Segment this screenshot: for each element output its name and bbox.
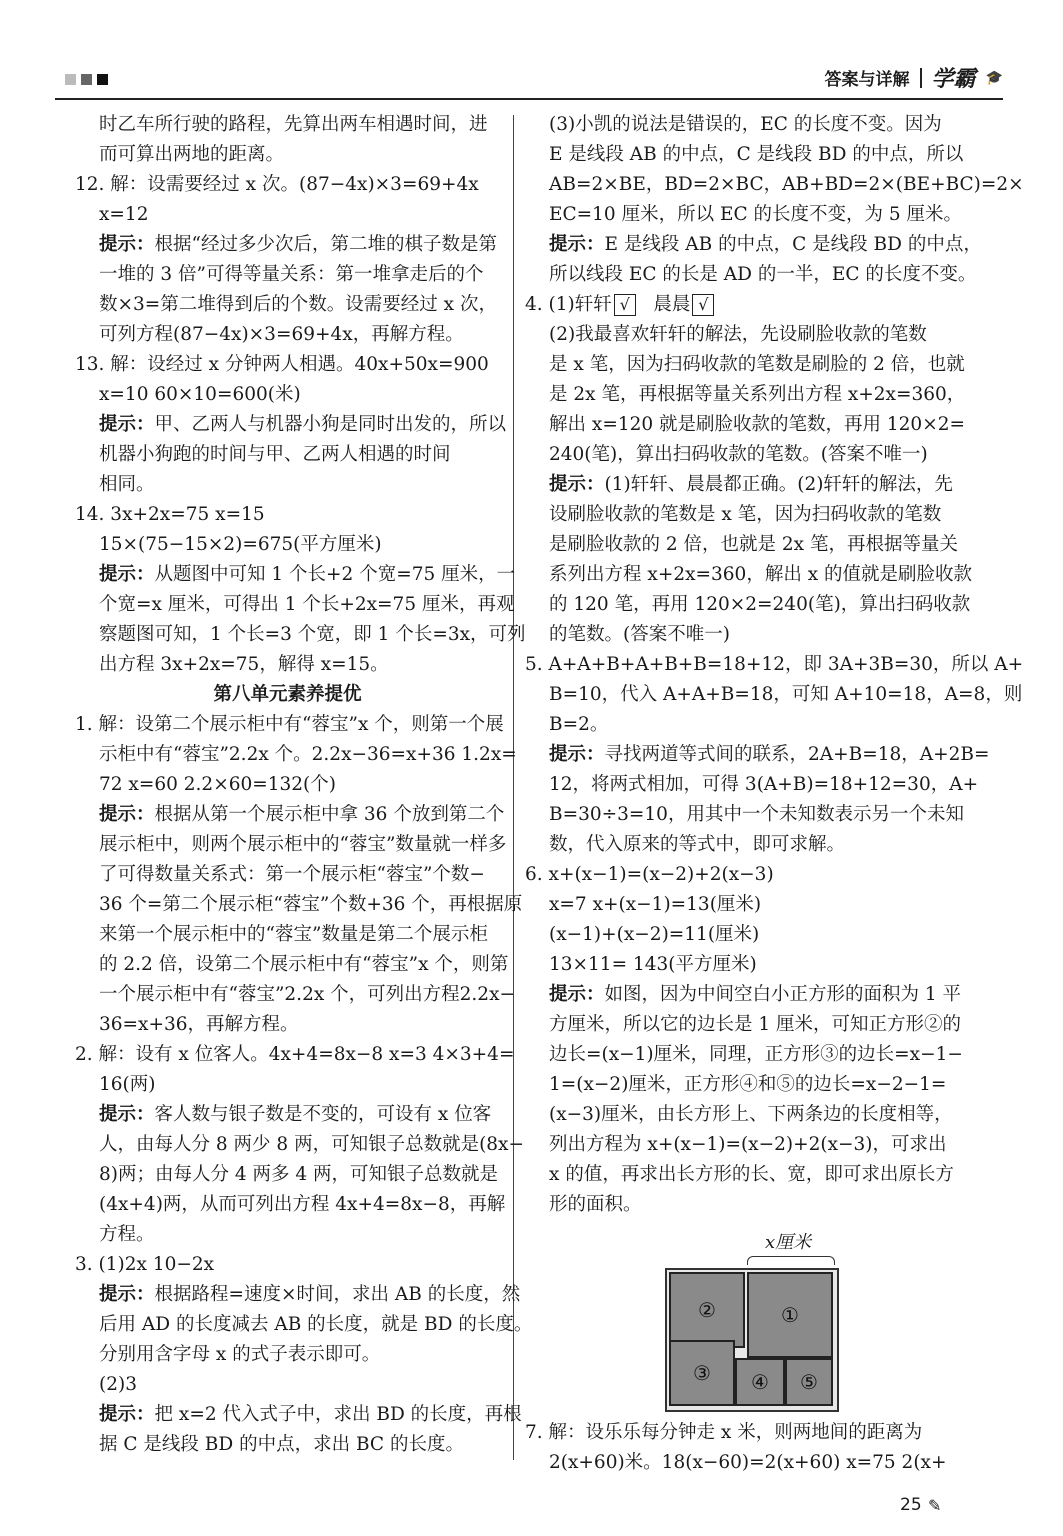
line-text: 如图，因为中间空白小正方形的面积为 1 平 xyxy=(604,984,962,1005)
line-text: 第八单元素养提优 xyxy=(213,684,362,705)
text-line xyxy=(75,920,500,950)
line-text: 方厘米，所以它的边长是 1 厘米，可知正方形②的 xyxy=(549,1014,962,1035)
text-line xyxy=(75,500,500,530)
line-text: 12，将两式相加，可得 3(A+B)=18+12=30，A+ xyxy=(549,774,979,795)
text-line xyxy=(75,320,500,350)
text-line xyxy=(75,1220,500,1250)
right-column xyxy=(525,110,1024,1478)
text-line xyxy=(75,140,500,170)
line-text: 所以线段 EC 的长是 AD 的一半，EC 的长度不变。 xyxy=(549,264,977,285)
text-line xyxy=(75,380,500,410)
text-line xyxy=(525,320,985,350)
line-text: AB=2×BE，BD=2×BC，AB+BD=2×(BE+BC)=2× xyxy=(549,174,1024,195)
line-text: 解出 x=120 就是刷脸收款的笔数，再用 120×2= xyxy=(549,414,965,435)
line-text: 2(x+60)米。18(x−60)=2(x+60) x=75 2(x+ xyxy=(549,1452,947,1473)
text-line xyxy=(75,170,500,200)
text-line xyxy=(75,350,500,380)
header-square-dark xyxy=(97,74,108,85)
checkmark-box-1: √ xyxy=(614,294,636,316)
text-line xyxy=(525,110,985,140)
line-text: 3. (1)2x 10−2x xyxy=(75,1254,215,1275)
hint-label: 提示： xyxy=(549,744,605,765)
text-line xyxy=(75,1430,500,1460)
text-line xyxy=(525,380,985,410)
line-text: (2)3 xyxy=(99,1374,137,1395)
line-text: 根据从第一个展示柜中拿 36 个放到第二个 xyxy=(154,804,505,825)
line-text: x 的值，再求出长方形的长、宽，即可求出原长方 xyxy=(549,1164,954,1185)
text-line xyxy=(525,1070,985,1100)
header-squares xyxy=(65,74,108,85)
line-text: 12. 解：设需要经过 x 次。(87−4x)×3=69+4x xyxy=(75,174,479,195)
text-line xyxy=(525,710,985,740)
hint-label: 提示： xyxy=(99,564,155,585)
hint-label: 提示： xyxy=(99,1404,155,1425)
line-text: 72 x=60 2.2×60=132(个) xyxy=(99,774,336,795)
text-line xyxy=(75,1040,515,1070)
header-separator xyxy=(920,68,922,88)
line-text: 时乙车所行驶的路程，先算出两车相遇时间，进 xyxy=(99,114,488,135)
line-text: 相同。 xyxy=(99,474,155,495)
line-text: E 是线段 AB 的中点，C 是线段 BD 的中点， xyxy=(604,234,982,255)
text-line xyxy=(525,410,985,440)
text-line xyxy=(75,710,504,740)
line-text: 一堆的 3 倍”可得等量关系：第一堆拿走后的个 xyxy=(99,264,484,285)
hint-label: 提示： xyxy=(99,414,155,435)
text-line xyxy=(525,260,985,290)
line-text: EC=10 厘米，所以 EC 的长度不变，为 5 厘米。 xyxy=(549,204,963,225)
page-header xyxy=(55,60,1003,100)
section-title xyxy=(75,680,500,710)
text-line xyxy=(525,290,985,320)
figure-square-5: ⑤ xyxy=(785,1358,833,1406)
right-column-text xyxy=(525,110,1024,1220)
text-line xyxy=(75,1190,506,1220)
text-line xyxy=(525,560,985,590)
text-line xyxy=(75,1250,500,1280)
text-line xyxy=(75,1070,500,1100)
line-text: x=10 60×10=600(米) xyxy=(99,384,301,405)
line-text: 15×(75−15×2)=675(平方厘米) xyxy=(99,534,382,555)
line-text: 而可算出两地的距离。 xyxy=(99,144,285,165)
text-line xyxy=(75,1340,500,1370)
text-line xyxy=(525,1130,985,1160)
rectangle-figure xyxy=(665,1228,845,1418)
text-line xyxy=(75,590,515,620)
line-text: 4. (1)轩轩 xyxy=(525,294,612,315)
line-text: 1. 解：设第二个展示柜中有“蓉宝”x 个，则第一个展 xyxy=(75,714,504,735)
line-text: 个宽=x 厘米，可得出 1 个长+2x=75 厘米，再观 xyxy=(99,594,515,615)
figure-square-4: ④ xyxy=(735,1358,785,1406)
hint-label: 提示： xyxy=(99,234,155,255)
text-line xyxy=(75,110,500,140)
text-line xyxy=(525,170,1024,200)
line-text: 客人数与银子数是不变的，可设有 x 位客 xyxy=(154,1104,492,1125)
text-line xyxy=(525,230,985,260)
text-line xyxy=(525,920,985,950)
text-line xyxy=(75,560,516,590)
line-text: 方程。 xyxy=(99,1224,155,1245)
text-line xyxy=(75,1310,533,1340)
text-line xyxy=(525,950,985,980)
text-line xyxy=(525,470,985,500)
text-line xyxy=(75,200,500,230)
line-text: 设刷脸收款的笔数是 x 笔，因为扫码收款的笔数 xyxy=(549,504,942,525)
checkmark-box-2: √ xyxy=(692,294,714,316)
line-text: (4x+4)两，从而可列出方程 4x+4=8x−8，再解 xyxy=(99,1194,506,1215)
line-text: 了可得数量关系式：第一个展示柜“蓉宝”个数− xyxy=(99,864,485,885)
line-text: 8)两；由每人分 4 两多 4 两，可知银子总数就是 xyxy=(99,1164,499,1185)
line-text: 出方程 3x+2x=75，解得 x=15。 xyxy=(99,654,389,675)
text-line xyxy=(75,1100,500,1130)
line-text: x=12 xyxy=(99,204,149,225)
text-line xyxy=(75,620,526,650)
line-text: 16(两) xyxy=(99,1074,156,1095)
text-line xyxy=(75,1370,500,1400)
text-line xyxy=(525,200,985,230)
text-line xyxy=(525,140,985,170)
graduation-cap-icon: 🎓 xyxy=(985,69,1003,86)
text-line xyxy=(525,860,985,890)
text-line xyxy=(75,890,523,920)
text-line xyxy=(525,500,985,530)
line-text: 是 2x 笔，再根据等量关系列出方程 x+2x=360， xyxy=(549,384,966,405)
text-line xyxy=(75,650,500,680)
line-text: 数，代入原来的等式中，即可求解。 xyxy=(549,834,846,855)
text-line xyxy=(525,350,985,380)
line-text: E 是线段 AB 的中点，C 是线段 BD 的中点，所以 xyxy=(549,144,964,165)
text-line xyxy=(75,290,500,320)
text-line xyxy=(525,1418,985,1448)
line-text: 人，由每人分 8 两少 8 两，可知银子总数就是(8x− xyxy=(99,1134,524,1155)
line-text: 2. 解：设有 x 位客人。4x+4=8x−8 x=3 4×3+4= xyxy=(75,1044,515,1065)
line-text: 的 120 笔，再用 120×2=240(笔)，算出扫码收款 xyxy=(549,594,971,615)
line-text: (2)我最喜欢轩轩的解法，先设刷脸收款的笔数 xyxy=(549,324,927,345)
line-text: 从题图中可知 1 个长+2 个宽=75 厘米，一 xyxy=(154,564,516,585)
text-line xyxy=(525,680,1023,710)
text-line xyxy=(525,1160,985,1190)
hint-label: 提示： xyxy=(549,984,605,1005)
line-text: 的笔数。(答案不唯一) xyxy=(549,624,730,645)
line-text: (1)轩轩、晨晨都正确。(2)轩轩的解法，先 xyxy=(604,474,953,495)
text-line xyxy=(75,830,507,860)
text-line xyxy=(75,980,516,1010)
line-text: 把 x=2 代入式子中，求出 BD 的长度，再根 xyxy=(154,1404,522,1425)
line-text: (x−3)厘米，由长方形上、下两条边的长度相等， xyxy=(549,1104,953,1125)
text-line xyxy=(525,800,985,830)
text-line xyxy=(525,530,985,560)
text-line xyxy=(75,740,517,770)
line-text: 6. x+(x−1)=(x−2)+2(x−3) xyxy=(525,864,774,885)
text-line xyxy=(75,470,500,500)
line-text-mid: 晨晨 xyxy=(635,294,691,315)
pencil-icon: ✎ xyxy=(928,1496,942,1515)
right-column-bottom xyxy=(525,1418,985,1478)
text-line xyxy=(525,440,985,470)
hint-label: 提示： xyxy=(549,234,605,255)
text-line xyxy=(525,1100,985,1130)
text-line xyxy=(525,1190,985,1220)
hint-label: 提示： xyxy=(549,474,605,495)
line-text: 240(笔)，算出扫码收款的笔数。(答案不唯一) xyxy=(549,444,928,465)
line-text: 数×3=第二堆得到后的个数。设需要经过 x 次， xyxy=(99,294,497,315)
line-text: (x−1)+(x−2)=11(厘米) xyxy=(549,924,760,945)
line-text: 机器小狗跑的时间与甲、乙两人相遇的时间 xyxy=(99,444,451,465)
line-text: 是刷脸收款的 2 倍，也就是 2x 笔，再根据等量关 xyxy=(549,534,958,555)
header-square-mid xyxy=(81,74,92,85)
text-line xyxy=(75,1130,524,1160)
line-text: (3)小凯的说法是错误的，EC 的长度不变。因为 xyxy=(549,114,942,135)
text-line xyxy=(75,770,500,800)
figure-square-1: ① xyxy=(747,1272,833,1358)
line-text: 展示柜中，则两个展示柜中的“蓉宝”数量就一样多 xyxy=(99,834,507,855)
header-square-light xyxy=(65,74,76,85)
text-line xyxy=(525,740,990,770)
text-line xyxy=(525,980,985,1010)
figure-brace xyxy=(747,1256,835,1265)
line-text: 边长=(x−1)厘米，同理，正方形③的边长=x−1− xyxy=(549,1044,963,1065)
left-column xyxy=(75,110,533,1460)
text-line xyxy=(75,800,505,830)
figure-width-label: x厘米 xyxy=(765,1232,812,1253)
line-text: 根据“经过多少次后，第二堆的棋子数是第 xyxy=(154,234,497,255)
text-line xyxy=(525,590,985,620)
text-line xyxy=(525,1448,985,1478)
line-text: 后用 AD 的长度减去 AB 的长度，就是 BD 的长度。 xyxy=(99,1314,533,1335)
line-text: x=7 x+(x−1)=13(厘米) xyxy=(549,894,762,915)
line-text: 示柜中有“蓉宝”2.2x 个。2.2x−36=x+36 1.2x= xyxy=(99,744,517,765)
figure-rectangle xyxy=(665,1268,839,1412)
line-text: 36 个=第二个展示柜“蓉宝”个数+36 个，再根据原 xyxy=(99,894,523,915)
line-text: 据 C 是线段 BD 的中点，求出 BC 的长度。 xyxy=(99,1434,464,1455)
line-text: 1=(x−2)厘米，正方形④和⑤的边长=x−2−1= xyxy=(549,1074,947,1095)
text-line xyxy=(525,890,985,920)
line-text: 分别用含字母 x 的式子表示即可。 xyxy=(99,1344,381,1365)
text-line xyxy=(75,260,500,290)
text-line xyxy=(75,230,500,260)
text-line xyxy=(525,770,985,800)
line-text: 一个展示柜中有“蓉宝”2.2x 个，可列出方程2.2x− xyxy=(99,984,516,1005)
line-text: B=2。 xyxy=(549,714,609,735)
line-text: 7. 解：设乐乐每分钟走 x 米，则两地间的距离为 xyxy=(525,1422,923,1443)
line-text: 根据路程=速度×时间，求出 AB 的长度，然 xyxy=(154,1284,521,1305)
line-text: B=10，代入 A+A+B=18，可知 A+10=18，A=8，则 xyxy=(549,684,1023,705)
line-text: 13. 解：设经过 x 分钟两人相遇。40x+50x=900 xyxy=(75,354,489,375)
line-text: 14. 3x+2x=75 x=15 xyxy=(75,504,265,525)
text-line xyxy=(75,1280,521,1310)
text-line xyxy=(525,830,985,860)
line-text: 可列方程(87−4x)×3=69+4x，再解方程。 xyxy=(99,324,464,345)
text-line xyxy=(75,530,500,560)
hint-label: 提示： xyxy=(99,1284,155,1305)
column-divider xyxy=(513,115,514,1460)
line-text: 系列出方程 x+2x=360，解出 x 的值就是刷脸收款 xyxy=(549,564,973,585)
text-line xyxy=(75,410,507,440)
line-text: 是 x 笔，因为扫码收款的笔数是刷脸的 2 倍，也就 xyxy=(549,354,965,375)
line-text: B=30÷3=10，用其中一个未知数表示另一个未知 xyxy=(549,804,964,825)
text-line xyxy=(75,1010,500,1040)
hint-label: 提示： xyxy=(99,804,155,825)
line-text: 来第一个展示柜中的“蓉宝”数量是第二个展示柜 xyxy=(99,924,488,945)
line-text: 5. A+A+B+A+B+B=18+12，即 3A+3B=30，所以 A+ xyxy=(525,654,1024,675)
line-text: 形的面积。 xyxy=(549,1194,642,1215)
text-line xyxy=(525,1040,985,1070)
text-line xyxy=(75,440,500,470)
line-text: 寻找两道等式间的联系，2A+B=18，A+2B= xyxy=(604,744,990,765)
hint-label: 提示： xyxy=(99,1104,155,1125)
text-line xyxy=(75,950,509,980)
text-line xyxy=(75,1160,500,1190)
brand-logo: 学霸 xyxy=(931,67,976,92)
text-line xyxy=(525,650,1024,680)
figure-square-3: ③ xyxy=(669,1340,735,1406)
header-right xyxy=(825,62,1003,93)
line-text: 36=x+36，再解方程。 xyxy=(99,1014,299,1035)
line-text: 甲、乙两人与机器小狗是同时出发的，所以 xyxy=(154,414,507,435)
header-title: 答案与详解 xyxy=(824,70,910,90)
text-line xyxy=(75,860,500,890)
line-text: 列出方程为 x+(x−1)=(x−2)+2(x−3)，可求出 xyxy=(549,1134,947,1155)
line-text: 察题图可知，1 个长=3 个宽，即 1 个长=3x，可列 xyxy=(99,624,526,645)
text-line xyxy=(525,620,985,650)
page-number: 25 xyxy=(900,1495,922,1515)
text-line xyxy=(75,1400,522,1430)
figure-square-2: ② xyxy=(669,1272,745,1348)
line-text: 的 2.2 倍，设第二个展示柜中有“蓉宝”x 个，则第 xyxy=(99,954,509,975)
line-text: 13×11= 143(平方厘米) xyxy=(549,954,757,975)
text-line xyxy=(525,1010,985,1040)
